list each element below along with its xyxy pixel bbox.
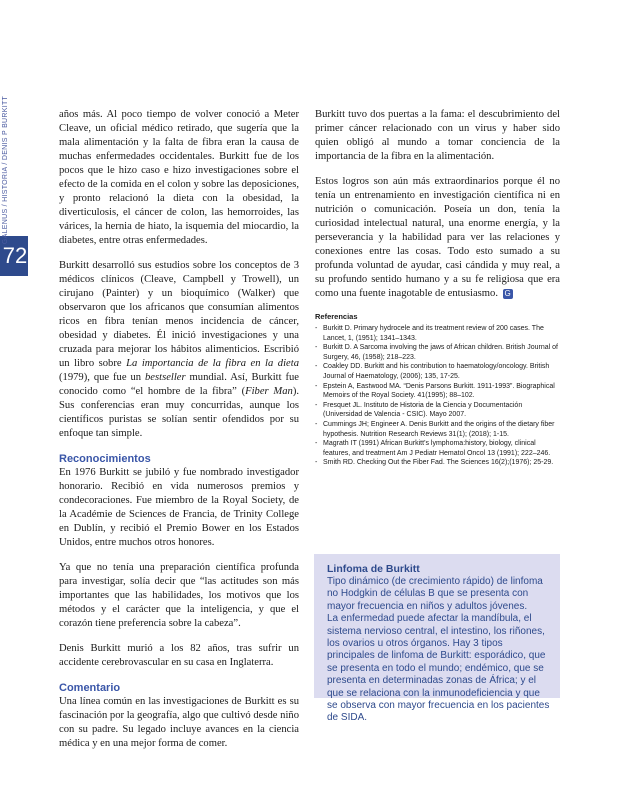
article-end-mark-icon: G (504, 288, 511, 298)
right-paragraph-2: Estos logros son aún más extraordinarios porque él no tenía un entrenamiento en investigación científica ni en nutrición o comunicación. Poseía un don, tenía la curiosidad intelectual natural, una enorme energía, y la perseverancia y la habilidad para ver las relaciones y conexiones entre las cosas. Todo esto sumado a su profunda voluntad de ayudar, casi cándida y muy real, a su profundo sentido humano y a su fe religiosa que era como una fuente inagotable de entusiasmo. G (315, 176, 560, 299)
right-column (315, 108, 560, 468)
references-list (315, 324, 560, 468)
left-paragraph-3: En 1976 Burkitt se jubiló y fue nombrado investigador honorario. Recibió en vida numerosos premios y condecoraciones. Fue miembro de la Royal Society, de la Académie de Sciences de Francia, de Trinity College en Dublín, y recibió el Premio Bower en los Estados Unidos, entre muchos otros honores. (59, 467, 299, 548)
running-head: GALENUS / HISTORIA / DENIS P BURKITT (2, 95, 9, 245)
left-column (59, 108, 299, 762)
left-paragraph-1: años más. Al poco tiempo de volver conoció a Meter Cleave, un oficial médico retirado, que sugería que la mala alimentación y la falta de fibra eran la causa de muchas enfermedades occidentales. Burkitt fue de los pocos que le hizo caso e hizo investigaciones sobre el efecto de la comida en el colon y sobre las deposiciones, y pronto relacionó la dieta con la obesidad, la diverticulosis, el cáncer de colon, las hemorroides, las várices, la hernia de hiato, la isquemia del miocardio, la diabetes, entre otras enfermedades. (59, 109, 299, 246)
reference-item: - Burkitt D. Primary hydrocele and its treatment review of 200 cases. The Lancet, 1, (1951); 1341–1343. (315, 324, 560, 343)
left-paragraph-4: Ya que no tenía una preparación científica profunda para investigar, solía decir que “las actitudes son más importantes que las habilidades, los motivos que los métodos y el carácter que la inteligencia, y que el corazón tiene preferencia sobre la cabeza”. (59, 562, 299, 629)
reference-item: - Cummings JH; Engineer A. Denis Burkitt and the origins of the dietary fiber hypothesis. Nutrition Research Reviews 31(1); (2018); 1-15. (315, 420, 560, 439)
book-title: La importancia de la fibra en la dieta (126, 358, 299, 369)
reference-item: - Fresquet JL. Instituto de Historia de la Ciencia y Documentación (Universidad de Valencia - CSIC). Mayo 2007. (315, 401, 560, 420)
reference-item: - Smith RD. Checking Out the Fiber Fad. The Sciences 16(2);(1976); 25-29. (315, 458, 560, 468)
box-text (327, 576, 552, 725)
reference-item: - Epstein A, Eastwood MA. “Denis Parsons Burkitt. 1911-1993”. Biographical Memoirs of the Royal Society. 41(1995); 88–102. (315, 382, 560, 401)
box-title: Linfoma de Burkitt (327, 563, 420, 575)
left-paragraph-5: Denis Burkitt murió a los 82 años, tras sufrir un accidente cerebrovascular en su casa en Inglaterra. (59, 643, 299, 668)
sidebar-box-linfoma (314, 554, 560, 724)
heading-reconocimientos: Reconocimientos (59, 453, 151, 465)
heading-comentario: Comentario (59, 682, 121, 694)
left-paragraph-6: Una línea común en las investigaciones de Burkitt es su fascinación por la geografía, algo que cultivó desde niño con su padre. Su legado incluye avances en la ciencia médica y en una mejor forma de comer. (59, 696, 299, 749)
left-paragraph-2: Burkitt desarrolló sus estudios sobre los conceptos de 3 médicos clínicos (Cleave, Campbell y Trowell), un cirujano (Painter) y un bioquímico (Walker) que observaron que los africanos que consumían alimentos ricos en fibra tenían menos incidencia de cáncer, obesidad y diabetes. Él inició investigaciones y una cruzada para mejorar los hábitos alimenticios. Escribió un libro sobre La importancia de la fibra en la dieta (1979), que fue un bestseller mundial. Así, Burkitt fue conocido como “el hombre de la fibra” (Fiber Man). Sus conferencias eran muy concurridas, aunque los científicos puristas se solían sentir ofendidos por su enfoque tan simple. (59, 260, 299, 439)
reference-item: - Burkitt D. A Sarcoma involving the jaws of African children. British Journal of Surgery, 46, (1958); 218–223. (315, 343, 560, 362)
right-paragraph-1: Burkitt tuvo dos puertas a la fama: el descubrimiento del primer cáncer relacionado con un virus y haber sido quien obligó al mundo a tomar conciencia de la importancia de la fibra en la alimentación. (315, 109, 560, 162)
reference-item: - Coakley DD. Burkitt and his contribution to haematology/oncology. British Journal of Haematology, (2006); 135, 17-25. (315, 362, 560, 381)
references-title: Referencias (315, 312, 358, 321)
box-paragraph: La enfermedad puede afectar la mandíbula, el sistema nervioso central, el intestino, los riñones, los ovarios u otros órganos. Hay 3 tipos principales de linfoma de Burkitt: esporádico, que se presenta en todo el mundo; endémico, que se presenta en determinadas zonas de África; y el que se relaciona con la inmunodeficiencia y que se observa con mayor frecuencia en los pacientes de SIDA. (327, 613, 550, 724)
page-number: 72 (2, 243, 28, 268)
reference-item: - Magrath IT (1991) African Burkitt’s lymphoma:history, biology, clinical features, and treatment Am J Pediatr Hematol Oncol 13 (1991); 222–246. (315, 439, 560, 458)
box-paragraph: Tipo dinámico (de crecimiento rápido) de linfoma no Hodgkin de células B que se presenta con mayor frecuencia en niños y adultos jóvenes. (327, 576, 543, 612)
